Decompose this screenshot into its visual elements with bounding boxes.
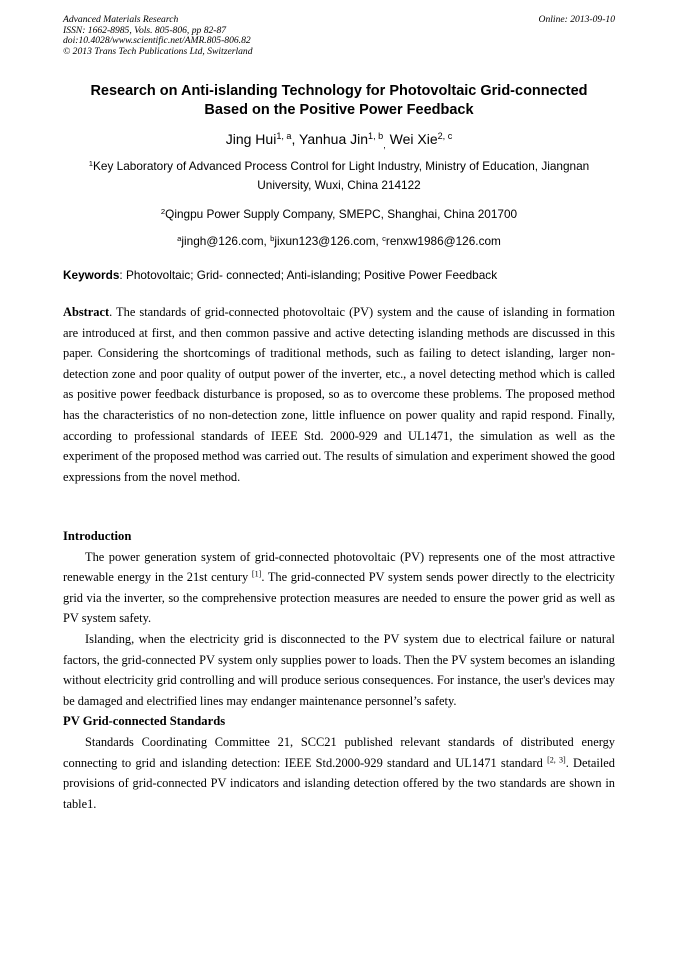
- keywords-text: : Photovoltaic; Grid- connected; Anti-islanding; Positive Power Feedback: [119, 268, 498, 282]
- email-sup: b: [270, 233, 275, 243]
- email-sup: c: [382, 233, 386, 243]
- issn-line: ISSN: 1662-8985, Vols. 805-806, pp 82-87: [63, 24, 227, 36]
- affiliation-text: Key Laboratory of Advanced Process Control for Light Industry, Ministry of Education, Jiangnan: [93, 159, 590, 173]
- standards-heading: PV Grid-connected Standards: [63, 714, 226, 729]
- doi-line[interactable]: doi:10.4028/www.scientific.net/AMR.805-806.82: [63, 35, 251, 46]
- journal-header: [63, 15, 253, 57]
- author-sup: 1, b: [368, 131, 384, 141]
- abstract-label: Abstract: [63, 305, 110, 319]
- email-sup: a: [177, 233, 182, 243]
- email-a[interactable]: jingh@126.com,: [181, 234, 271, 248]
- email-c[interactable]: renxw1986@126.com: [385, 234, 501, 248]
- paragraph-text: . Detailed provisions of grid-connected PV indicators and islanding detection offered by the two standards are shown in table1.: [63, 755, 615, 811]
- title-line-2: Based on the Positive Power Feedback: [204, 102, 474, 118]
- author-name: Yanhua Jin: [299, 131, 369, 147]
- affiliation-sup: 2: [160, 206, 166, 216]
- citation[interactable]: [2, 3]: [547, 755, 566, 765]
- affiliation-1: [40, 157, 638, 195]
- copyright-line: © 2013 Trans Tech Publications Ltd, Switzerland: [63, 45, 253, 57]
- introduction-paragraph-1: [63, 547, 615, 629]
- standards-paragraph-1: [63, 732, 615, 814]
- affiliation-sup: 1: [88, 158, 94, 168]
- email-list: [40, 232, 638, 251]
- citation[interactable]: [1]: [251, 569, 262, 579]
- online-date-text: Online: 2013-09-10: [538, 14, 615, 25]
- keywords: [63, 267, 615, 283]
- keywords-label: Keywords: [63, 268, 120, 282]
- introduction-paragraph-2: Islanding, when the electricity grid is disconnected to the PV system due to electrical failure or natural factors, the grid-connected PV system only supplies power to loads. Then the PV system becomes an islanding without electricity grid controlling and will produce serious consequences. For instance, the user's devices may be damaged and electrified lines may endanger maintenance personnel’s safety.: [63, 631, 615, 708]
- paragraph-text: The power generation system of grid-connected photovoltaic (PV) represents one of the most attractive renewable energy in the 21st century: [63, 549, 615, 585]
- journal-name: Advanced Materials Research: [63, 14, 179, 25]
- introduction-heading: Introduction: [63, 529, 132, 543]
- abstract: [63, 302, 615, 487]
- author-name: Jing Hui: [225, 131, 277, 147]
- affiliation-text: University, Wuxi, China 214122: [257, 178, 421, 192]
- affiliation-text: Qingpu Power Supply Company, SMEPC, Shanghai, China 201700: [165, 207, 518, 221]
- introduction-section: [63, 526, 615, 814]
- affiliation-2: [40, 205, 638, 224]
- email-b[interactable]: jixun123@126.com,: [274, 234, 383, 248]
- author-list: Jing Hui$^{1, a}$, Yanhua Jin$^{1, b}_,$ Wei Xie$^{2, c}$: [225, 131, 453, 150]
- paper-title: [40, 82, 638, 120]
- author-sup: 1, a: [276, 131, 292, 141]
- paragraph-text: Standards Coordinating Committee 21, SCC21 published relevant standards of distributed energy connecting to grid and islanding detection: IEEE Std.2000-929 standard and UL1471 standard: [63, 734, 615, 770]
- online-date: [539, 15, 615, 26]
- author-sup: 2, c: [437, 131, 453, 141]
- title-line-1: Research on Anti-islanding Technology for Photovoltaic Grid-connected: [90, 83, 588, 99]
- author-name: Wei Xie: [389, 131, 438, 147]
- abstract-text: . The standards of grid-connected photovoltaic (PV) system and the cause of islanding in formation are introduced at first, and then common passive and active detecting islanding methods are discussed in this paper. Considering the shortcomings of traditional methods, such as failing to detect islanding, larger non-detection zone and poor quality of output power of the inverter, etc., a novel detecting method which is called as positive power feedback disturbance is proposed, so as to overcome these problems. The proposed method has the characteristics of no non-detection zone, little influence on power quality and rapid respond. Finally, according to professional standards of IEEE Std. 2000-929 and UL1471, the simulation as well as the experiment of the proposed method was carried out. The results of simulation and experiment showed the good expressions from the novel method.: [63, 305, 615, 484]
- paragraph-text: . The grid-connected PV system sends power directly to the electricity grid via the inverter, so the comprehensive protection measures are needed to ensure the power grid as well as PV system safety.: [63, 570, 615, 626]
